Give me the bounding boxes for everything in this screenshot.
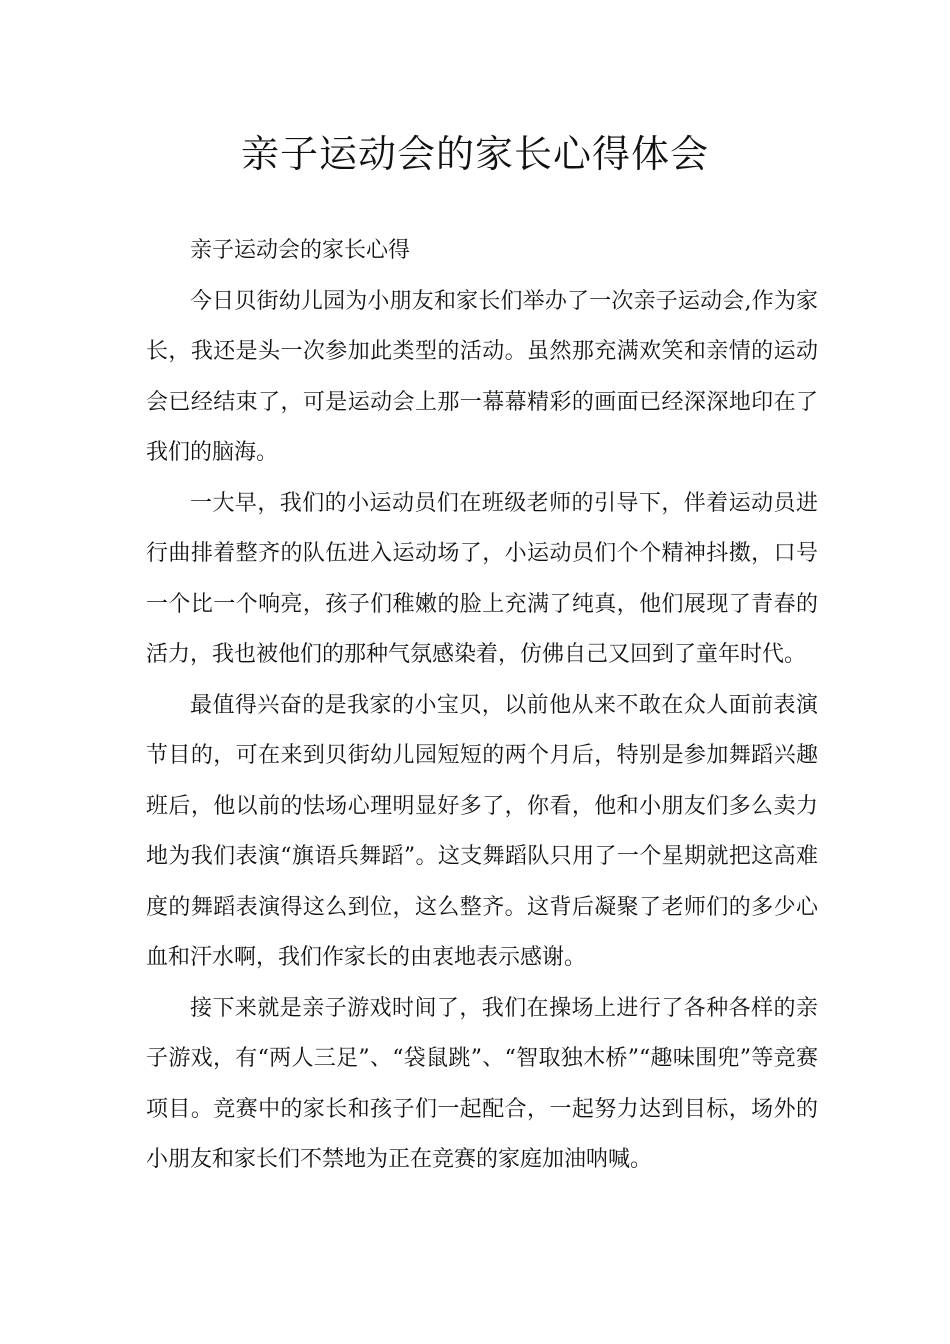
subtitle-paragraph: 亲子运动会的家长心得	[190, 238, 411, 263]
paragraph-4: 接下来就是亲子游戏时间了，我们在操场上进行了各种各样的亲子游戏，有“两人三足”、“袋鼠跳”、“智取独木桥”“趣味围兜”等竞赛项目。竞赛中的家长和孩子们一起配合，一起努力达到目标，场外的小朋友和家长们不禁地为正在竞赛的家庭加油呐喊。	[146, 995, 818, 1172]
paragraph-2: 一大早，我们的小运动员们在班级老师的引导下，伴着运动员进行曲排着整齐的队伍进入运动场了，小运动员们个个精神抖擞，口号一个比一个响亮，孩子们稚嫩的脸上充满了纯真，他们展现了青春的活力，我也被他们的那种气氛感染着，仿佛自己又回到了童年时代。	[146, 490, 818, 667]
document-title: 亲子运动会的家长心得体会	[240, 132, 709, 176]
paragraph-3: 最值得兴奋的是我家的小宝贝，以前他从来不敢在众人面前表演节目的，可在来到贝街幼儿园短短的两个月后，特别是参加舞蹈兴趣班后，他以前的怯场心理明显好多了，你看，他和小朋友们多么卖力地为我们表演“旗语兵舞蹈”。这支舞蹈队只用了一个星期就把这高难度的舞蹈表演得这么到位，这么整齐。这背后凝聚了老师们的多少心血和汗水啊，我们作家长的由衷地表示感谢。	[146, 692, 818, 970]
paragraph-1: 今日贝街幼儿园为小朋友和家长们举办了一次亲子运动会,作为家长，我还是头一次参加此类型的活动。虽然那充满欢笑和亲情的运动会已经结束了，可是运动会上那一幕幕精彩的画面已经深深地印在了我们的脑海。	[146, 288, 818, 465]
document-body	[146, 226, 818, 1186]
